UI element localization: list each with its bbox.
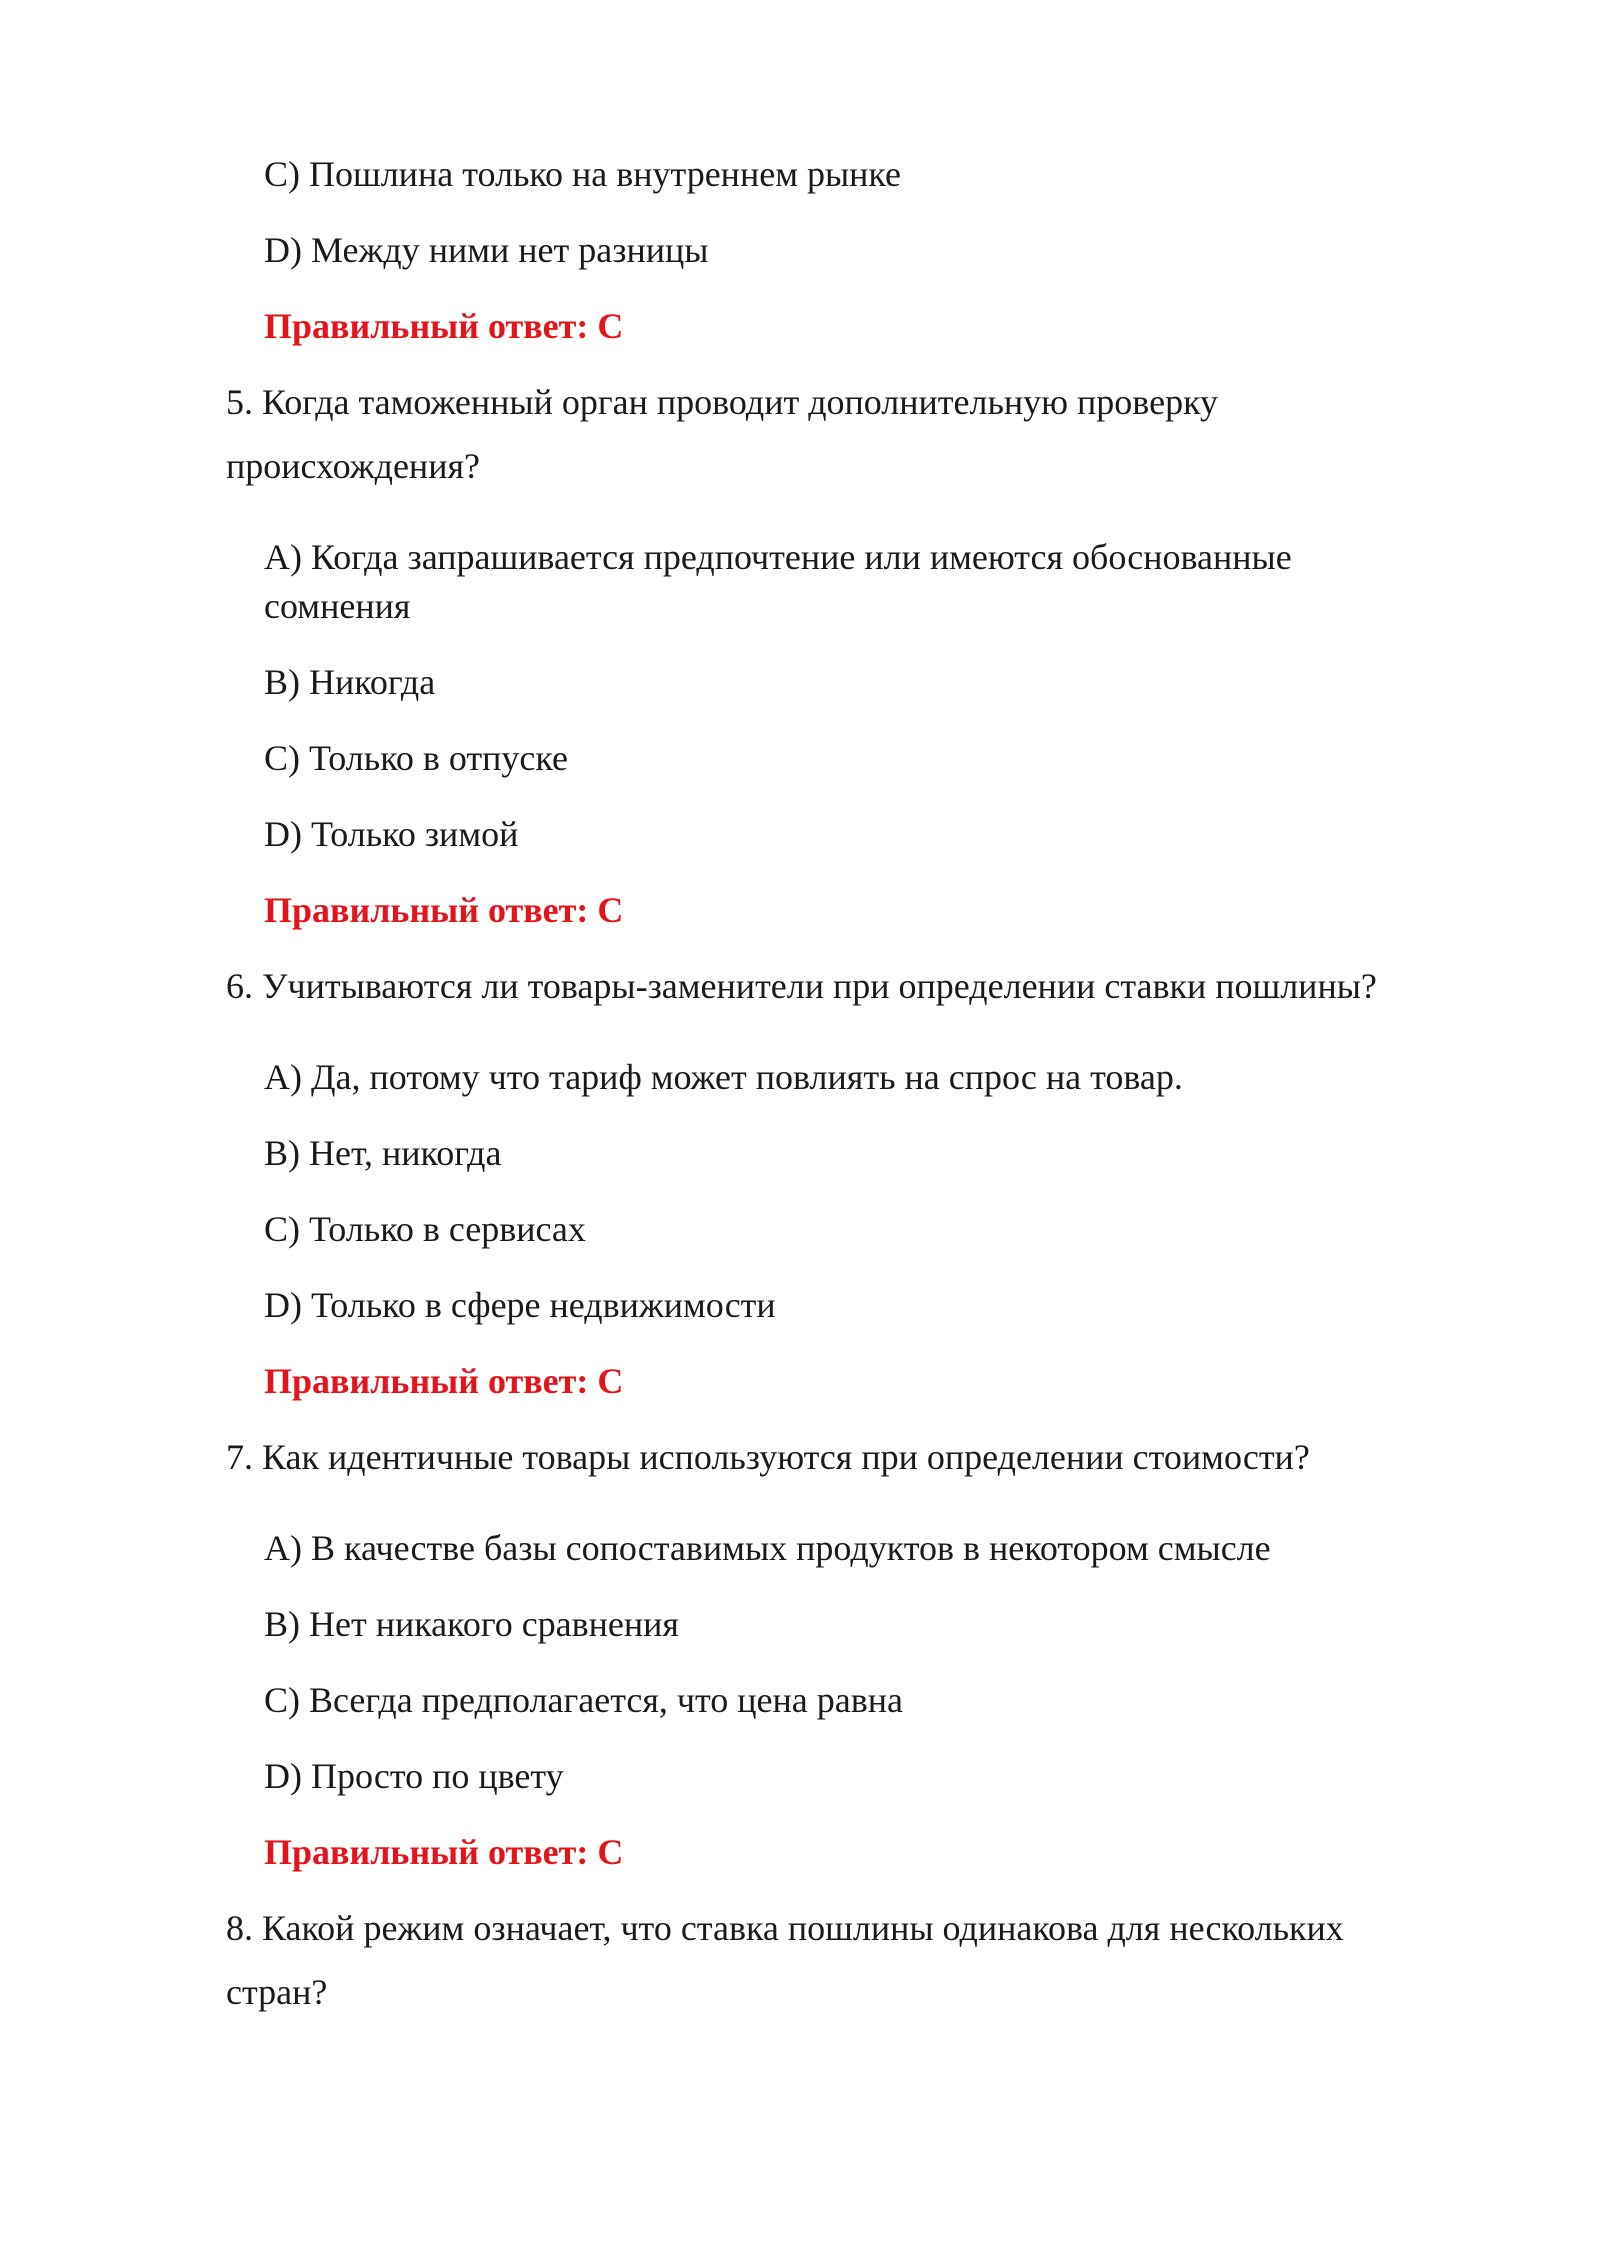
question-5-option-a-line-2: сомнения <box>264 586 411 626</box>
question-5-text-line-2: происхождения? <box>226 446 481 486</box>
question-7-option-d: D) Просто по цвету <box>264 1756 564 1796</box>
question-7-option-b: B) Нет никакого сравнения <box>264 1604 679 1644</box>
question-7-option-c: C) Всегда предполагается, что цена равна <box>264 1680 903 1720</box>
question-5-option-d: D) Только зимой <box>264 814 519 854</box>
question-4-correct-answer: Правильный ответ: C <box>264 306 624 346</box>
question-6-correct-answer: Правильный ответ: C <box>264 1361 624 1401</box>
question-4-option-d: D) Между ними нет разницы <box>264 230 709 270</box>
question-5-option-a-line-1: A) Когда запрашивается предпочтение или имеются обоснованные <box>264 537 1292 577</box>
question-5-correct-answer: Правильный ответ: C <box>264 890 624 930</box>
question-8-text-line-1: 8. Какой режим означает, что ставка пошлины одинакова для нескольких <box>226 1908 1344 1948</box>
question-5-text-line-1: 5. Когда таможенный орган проводит дополнительную проверку <box>226 382 1219 422</box>
question-8-text-line-2: стран? <box>226 1972 328 2012</box>
question-4-option-c: C) Пошлина только на внутреннем рынке <box>264 154 901 194</box>
question-6-option-d: D) Только в сфере недвижимости <box>264 1285 776 1325</box>
question-5-option-c: C) Только в отпуске <box>264 738 568 778</box>
question-6-text: 6. Учитываются ли товары-заменители при определении ставки пошлины? <box>226 966 1377 1006</box>
question-6-option-a: A) Да, потому что тариф может повлиять на спрос на товар. <box>264 1057 1183 1097</box>
question-6-option-c: C) Только в сервисах <box>264 1209 586 1249</box>
question-7-correct-answer: Правильный ответ: C <box>264 1832 624 1872</box>
question-7-option-a: A) В качестве базы сопоставимых продуктов в некотором смысле <box>264 1528 1271 1568</box>
question-6-option-b: B) Нет, никогда <box>264 1133 502 1173</box>
question-5-option-b: B) Никогда <box>264 662 436 702</box>
question-7-text: 7. Как идентичные товары используются при определении стоимости? <box>226 1437 1310 1477</box>
